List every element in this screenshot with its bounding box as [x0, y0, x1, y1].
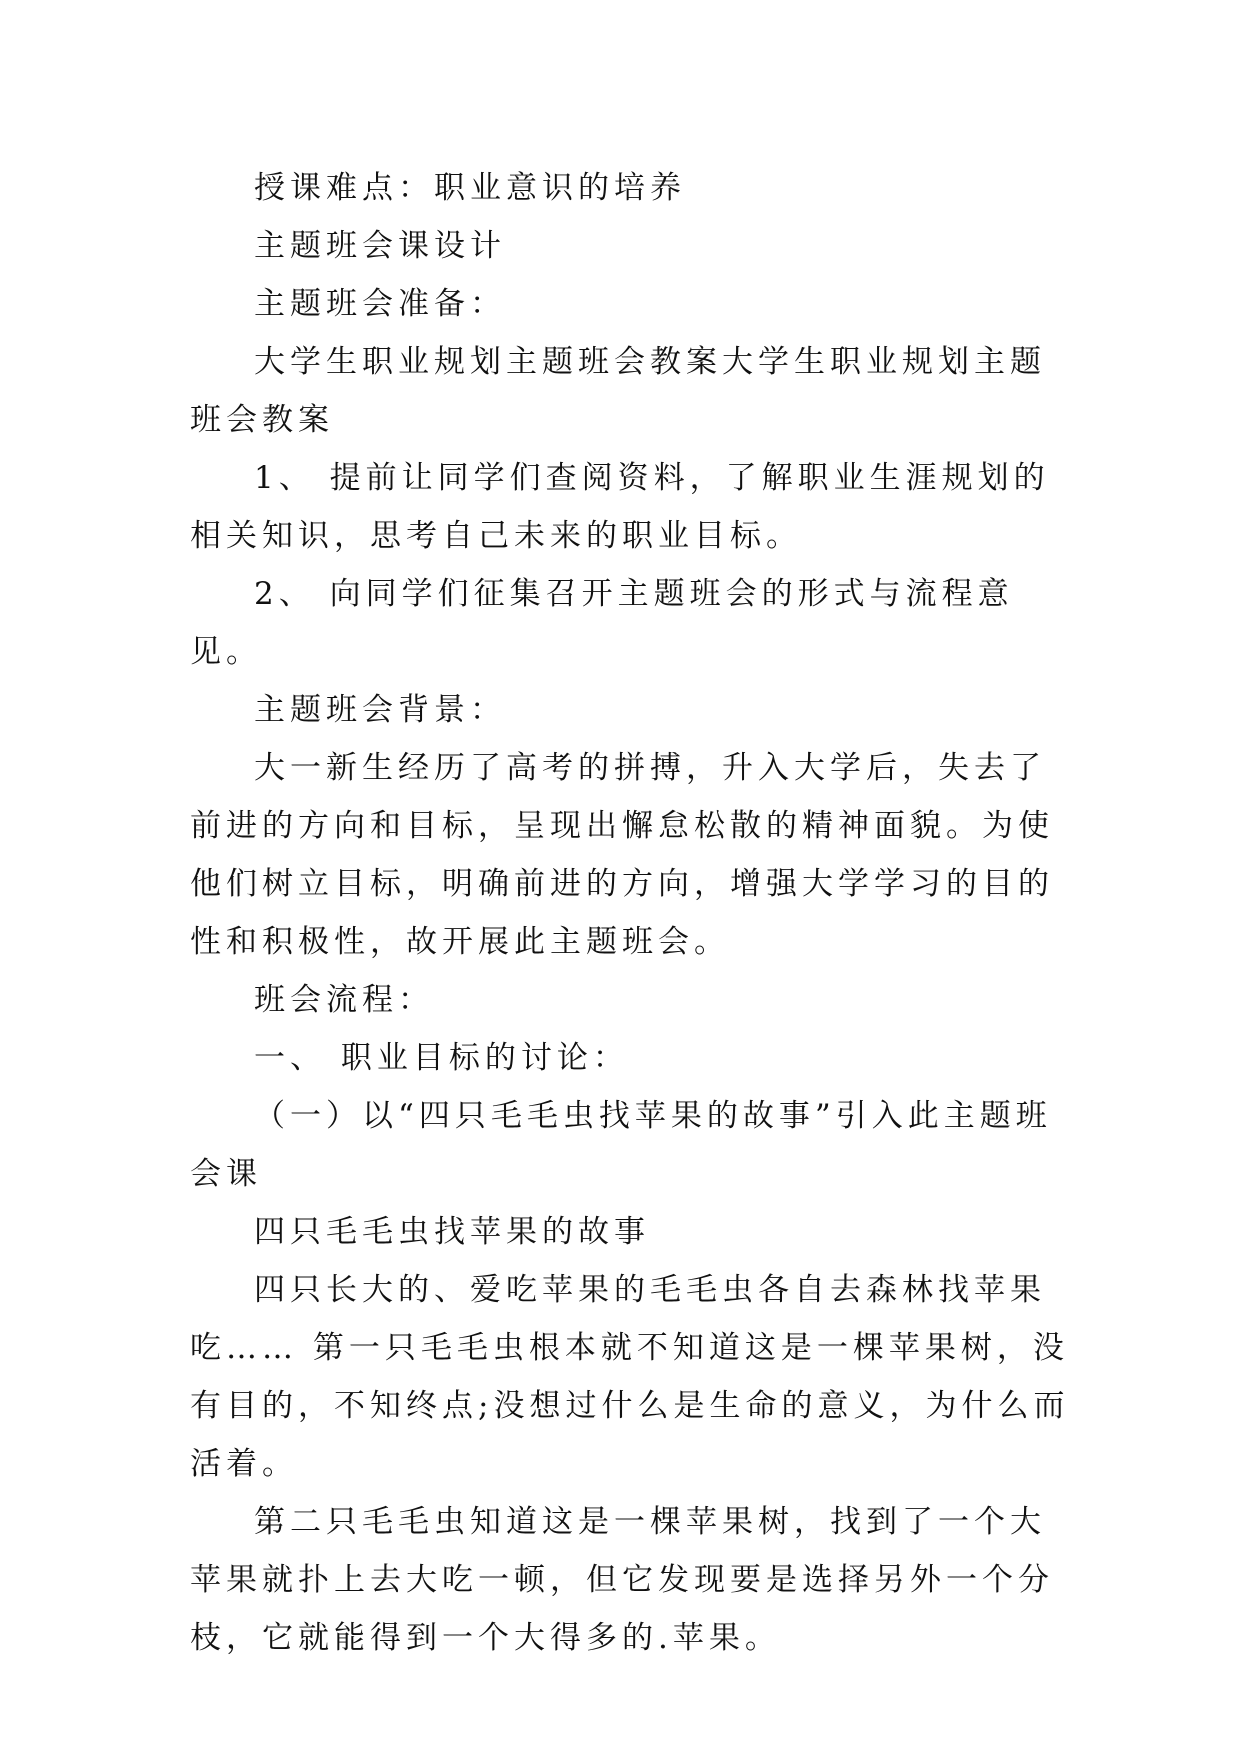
paragraph-background-heading: 主题班会背景： [254, 692, 506, 728]
paragraph-teaching-difficulty: 授课难点：职业意识的培养 [254, 170, 686, 206]
paragraph-title-repeat: 大学生职业规划主题班会教案大学生职业规划主题班会教案 [190, 344, 1046, 438]
paragraph-preparation-heading: 主题班会准备： [254, 286, 506, 322]
paragraph-prep-item-1: 1、 提前让同学们查阅资料，了解职业生涯规划的相关知识，思考自己未来的职业目标。 [190, 460, 1050, 554]
document-body [190, 159, 1070, 1667]
paragraph-subsection-one: （一）以“四只毛毛虫找苹果的故事”引入此主题班会课 [190, 1098, 1052, 1192]
paragraph-story-part-2: 第二只毛毛虫知道这是一棵苹果树，找到了一个大苹果就扑上去大吃一顿，但它发现要是选择另外一个分枝，它就能得到一个大得多的.苹果。 [190, 1504, 1054, 1656]
paragraph-background-text: 大一新生经历了高考的拼搏，升入大学后，失去了前进的方向和目标，呈现出懈怠松散的精神面貌。为使他们树立目标，明确前进的方向，增强大学学习的目的性和积极性，故开展此主题班会。 [190, 750, 1054, 960]
paragraph-prep-item-2: 2、 向同学们征集召开主题班会的形式与流程意见。 [190, 576, 1014, 670]
paragraph-class-design: 主题班会课设计 [254, 228, 506, 264]
paragraph-story-title: 四只毛毛虫找苹果的故事 [254, 1214, 650, 1250]
paragraph-process-heading: 班会流程： [254, 982, 434, 1018]
paragraph-story-part-1: 四只长大的、爱吃苹果的毛毛虫各自去森林找苹果吃…… 第一只毛毛虫根本就不知道这是一棵苹果树，没有目的，不知终点;没想过什么是生命的意义，为什么而活着。 [190, 1272, 1070, 1482]
paragraph-section-one: 一、 职业目标的讨论： [254, 1040, 629, 1076]
